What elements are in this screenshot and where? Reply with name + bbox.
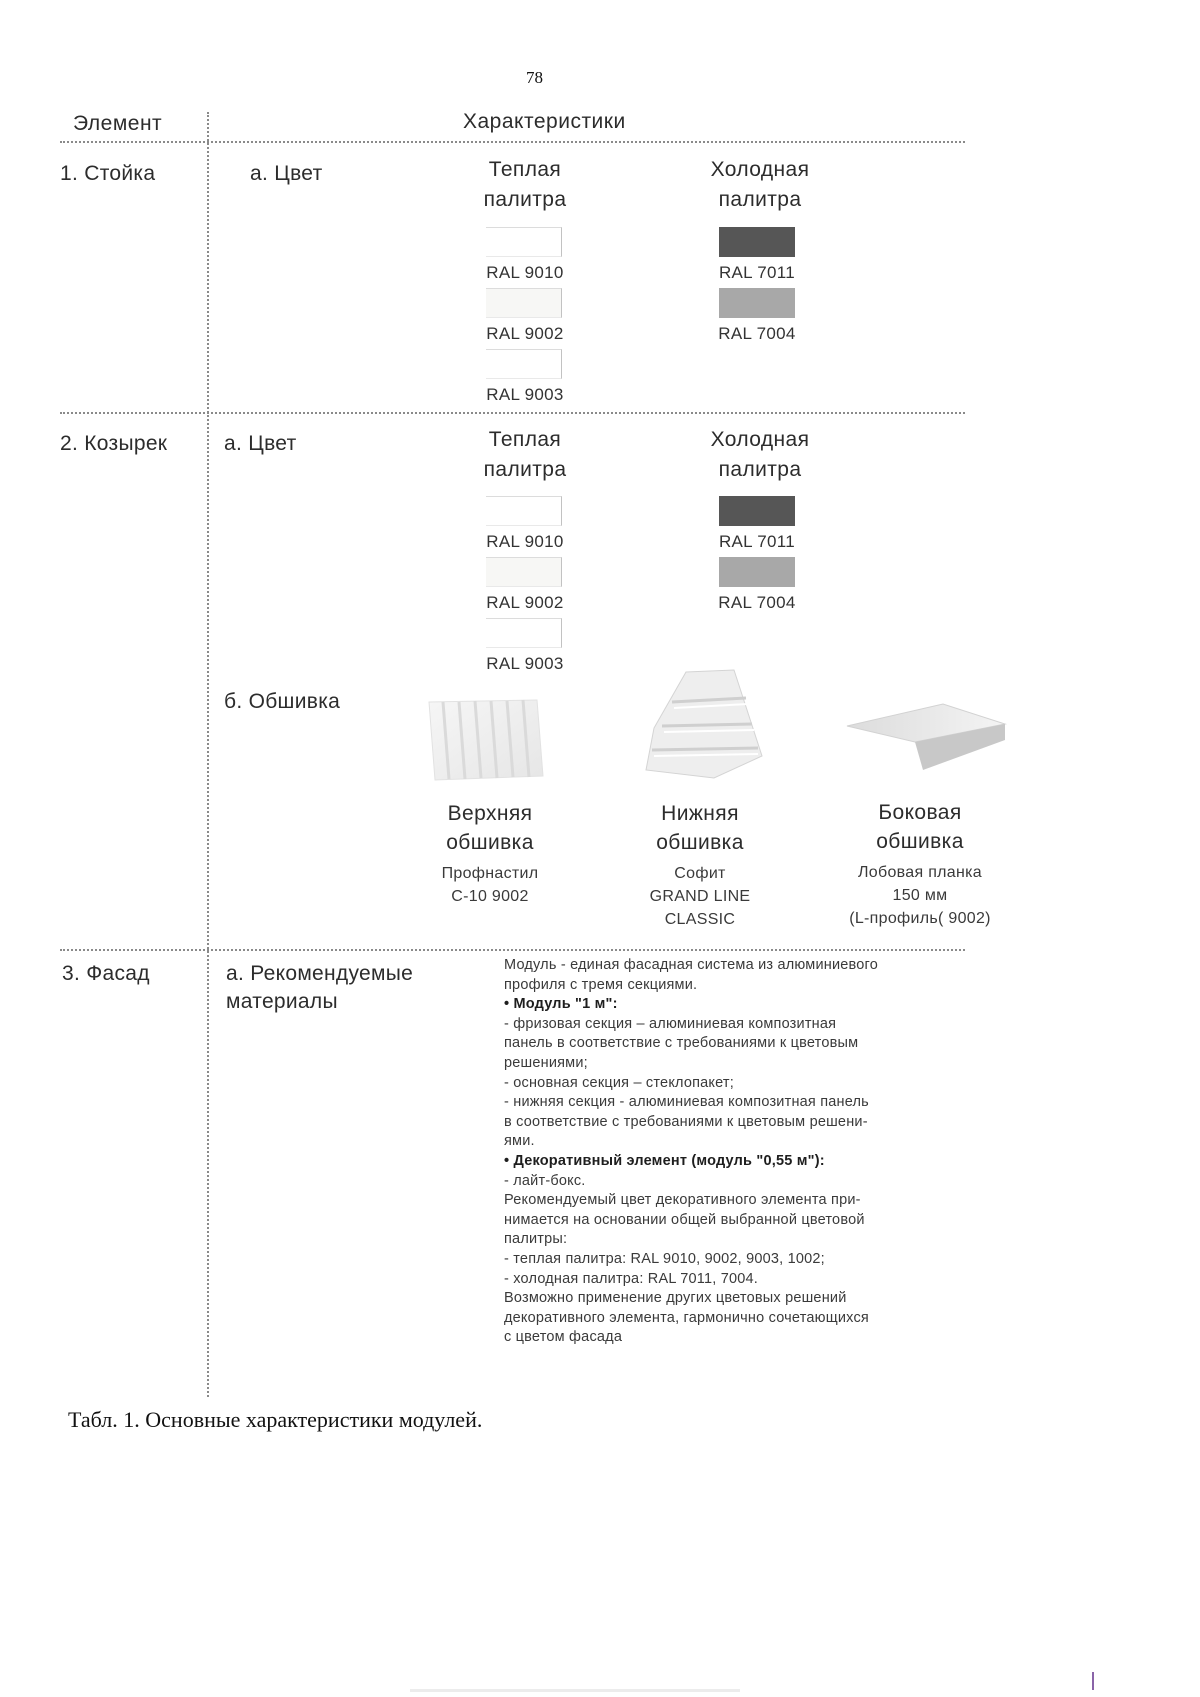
header-characteristics: Характеристики — [463, 110, 626, 133]
stoika-swatch-ral7011 — [719, 227, 795, 257]
stoika-cold-palette-title: Холодная палитра — [710, 158, 810, 211]
row-label-stoika: 1. Стойка — [60, 162, 156, 185]
kozyrek-cladding-label: б. Обшивка — [224, 690, 341, 713]
fasad-materials-label: а. Рекомендуемые материалы — [226, 962, 414, 1013]
stoika-label-ral9010: RAL 9010 — [486, 263, 564, 282]
fasad-description: Модуль - единая фасадная система из алюминиевого профиля с тремя секциями. • Модуль "1 м": - фризовая секция – алюминиевая композитная панель в соответствие с требованиями к цветовым решениями; - основная секция – стеклопакет; - нижняя секция - алюминиевая композитная панель в соответствие с требованиями к цветовым решени- ями. • Декоративный элемент (модуль "0,55 м"): - лайт-бокс. Рекомендуемый цвет декоративного элемента при- нимается на основании общей выбранной цветовой палитры: - теплая палитра: RAL 9010, 9002, 9003, 1002; - холодная палитра: RAL 7011, 7004. Возможно применение других цветовых решений декоративного элемента, гармонично сочетающихся с цветом фасада — [504, 957, 878, 1346]
kozyrek-cold-palette-title: Холодная палитра — [710, 428, 810, 481]
top-cladding-title: Верхняя обшивка — [446, 802, 534, 854]
kozyrek-label-ral7004: RAL 7004 — [718, 593, 796, 612]
header-divider — [60, 141, 965, 143]
side-cladding-desc: Лобовая планка 150 мм (L-профиль( 9002) — [849, 864, 991, 927]
kozyrek-swatch-ral9003 — [486, 618, 562, 648]
row-label-fasad: 3. Фасад — [62, 962, 150, 985]
top-cladding-desc: Профнастил С-10 9002 — [441, 865, 539, 905]
scan-artifact-mark — [1092, 1672, 1094, 1690]
stoika-label-ral9002: RAL 9002 — [486, 324, 564, 343]
scan-artifact-bottom — [410, 1689, 740, 1692]
stoika-warm-palette-title: Теплая палитра — [483, 158, 567, 211]
side-cladding-title: Боковая обшивка — [876, 801, 964, 853]
stoika-label-ral9003: RAL 9003 — [486, 385, 564, 404]
stoika-swatch-ral9010 — [486, 227, 562, 257]
row-divider-2 — [60, 949, 965, 951]
row-label-kozyrek: 2. Козырек — [60, 432, 168, 455]
kozyrek-warm-palette-title: Теплая палитра — [483, 428, 567, 481]
stoika-swatch-ral9002 — [486, 288, 562, 318]
kozyrek-label-ral9003: RAL 9003 — [486, 654, 564, 673]
profiled-sheet-image — [425, 698, 545, 782]
header-element: Элемент — [73, 112, 163, 135]
bottom-cladding-title: Нижняя обшивка — [656, 802, 744, 854]
stoika-label-ral7011: RAL 7011 — [718, 263, 796, 282]
page-number: 78 — [526, 68, 543, 87]
row-divider-1 — [60, 412, 965, 414]
kozyrek-swatch-ral7011 — [719, 496, 795, 526]
column-divider — [207, 112, 209, 1397]
stoika-swatch-ral7004 — [719, 288, 795, 318]
kozyrek-label-ral7011: RAL 7011 — [718, 532, 796, 551]
stoika-swatch-ral9003 — [486, 349, 562, 379]
kozyrek-label-ral9010: RAL 9010 — [486, 532, 564, 551]
soffit-image — [636, 668, 766, 780]
bottom-cladding-desc: Софит GRAND LINE CLASSIC — [649, 865, 751, 928]
kozyrek-color-label: а. Цвет — [224, 432, 297, 455]
l-profile-image — [845, 700, 1015, 774]
stoika-color-label: а. Цвет — [250, 162, 323, 185]
table-caption: Табл. 1. Основные характеристики модулей. — [68, 1407, 483, 1432]
kozyrek-label-ral9002: RAL 9002 — [486, 593, 564, 612]
kozyrek-swatch-ral9010 — [486, 496, 562, 526]
stoika-label-ral7004: RAL 7004 — [718, 324, 796, 343]
kozyrek-swatch-ral7004 — [719, 557, 795, 587]
kozyrek-swatch-ral9002 — [486, 557, 562, 587]
